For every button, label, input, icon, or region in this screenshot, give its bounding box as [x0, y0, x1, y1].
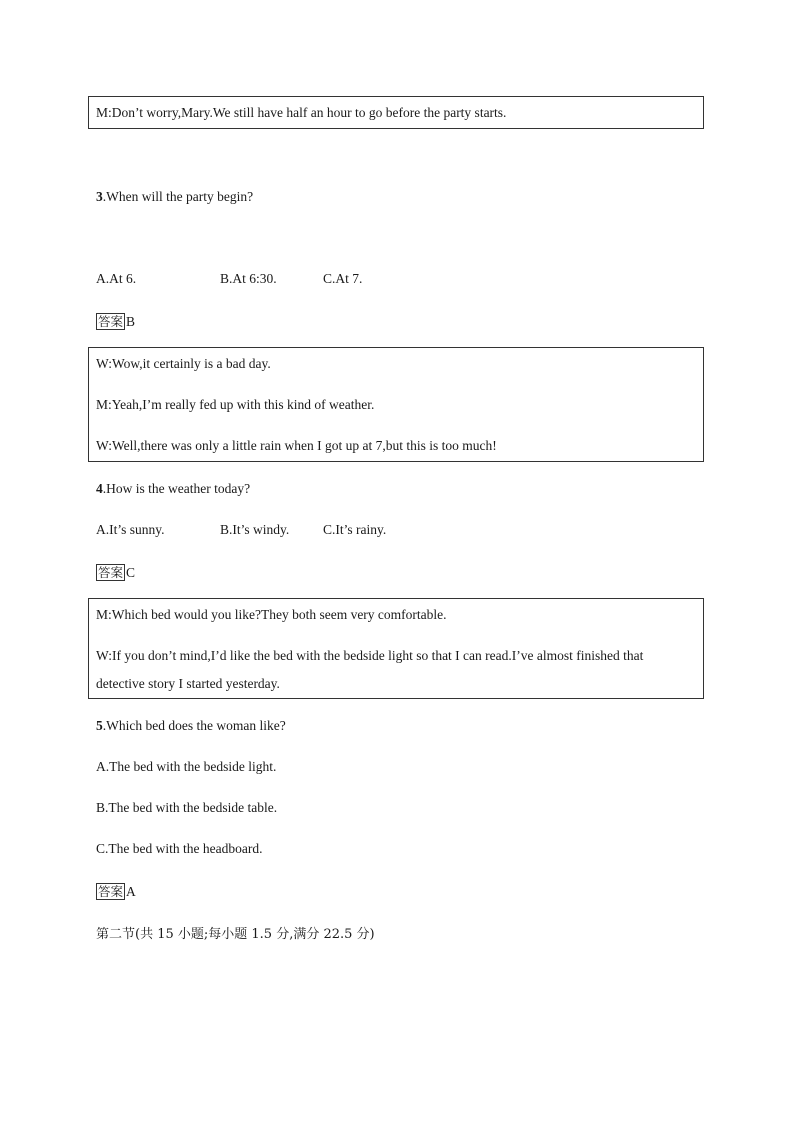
option-b: B.At 6:30.: [220, 271, 277, 286]
option-c: C.It’s rainy.: [323, 522, 387, 537]
option-b: B.The bed with the bedside table.: [96, 800, 278, 815]
question-5: [96, 718, 286, 734]
answer-q5: [96, 882, 136, 900]
question-text: .Which bed does the woman like?: [102, 718, 286, 733]
answer-label: 答案: [98, 565, 124, 580]
answer-q3: [96, 312, 135, 330]
dialogue-line: W:Well,there was only a little rain when I got up at 7,but this is too much!: [96, 438, 497, 453]
option-a: A.At 6.: [96, 271, 137, 286]
dialogue-box-2: [88, 347, 704, 462]
dialogue-line: M:Don’t worry,Mary.We still have half an hour to go before the party starts.: [96, 105, 507, 120]
option-a: A.It’s sunny.: [96, 522, 165, 537]
question-text: .How is the weather today?: [102, 481, 251, 496]
option-a: A.The bed with the bedside light.: [96, 759, 277, 774]
question-number: 4: [96, 481, 103, 496]
dialogue-line: W:If you don’t mind,I’d like the bed with the bedside light so that I can read.I’ve almost finished that: [96, 648, 644, 663]
option-c: C.At 7.: [323, 271, 363, 286]
question-text: .When will the party begin?: [102, 189, 254, 204]
answer-label: 答案: [98, 314, 124, 329]
section-heading: 第二节(共 15 小题;每小题 1.5 分,满分 22.5 分): [96, 927, 375, 942]
option-b: B.It’s windy.: [220, 522, 290, 537]
dialogue-line: M:Which bed would you like?They both seem very comfortable.: [96, 607, 447, 622]
question-number: 5: [96, 718, 103, 733]
option-c: C.The bed with the headboard.: [96, 841, 263, 856]
question-3: [96, 189, 253, 205]
dialogue-box-3: [88, 598, 704, 699]
answer-label: 答案: [98, 884, 124, 899]
question-number: 3: [96, 189, 103, 204]
dialogue-line: M:Yeah,I’m really fed up with this kind of weather.: [96, 397, 375, 412]
answer-value: A: [126, 884, 136, 899]
answer-q4: [96, 563, 135, 581]
dialogue-line: detective story I started yesterday.: [96, 676, 280, 691]
dialogue-line: W:Wow,it certainly is a bad day.: [96, 356, 271, 371]
question-4: [96, 481, 250, 497]
dialogue-box-1: [88, 96, 704, 129]
answer-value: C: [126, 565, 136, 580]
answer-value: B: [126, 314, 136, 329]
